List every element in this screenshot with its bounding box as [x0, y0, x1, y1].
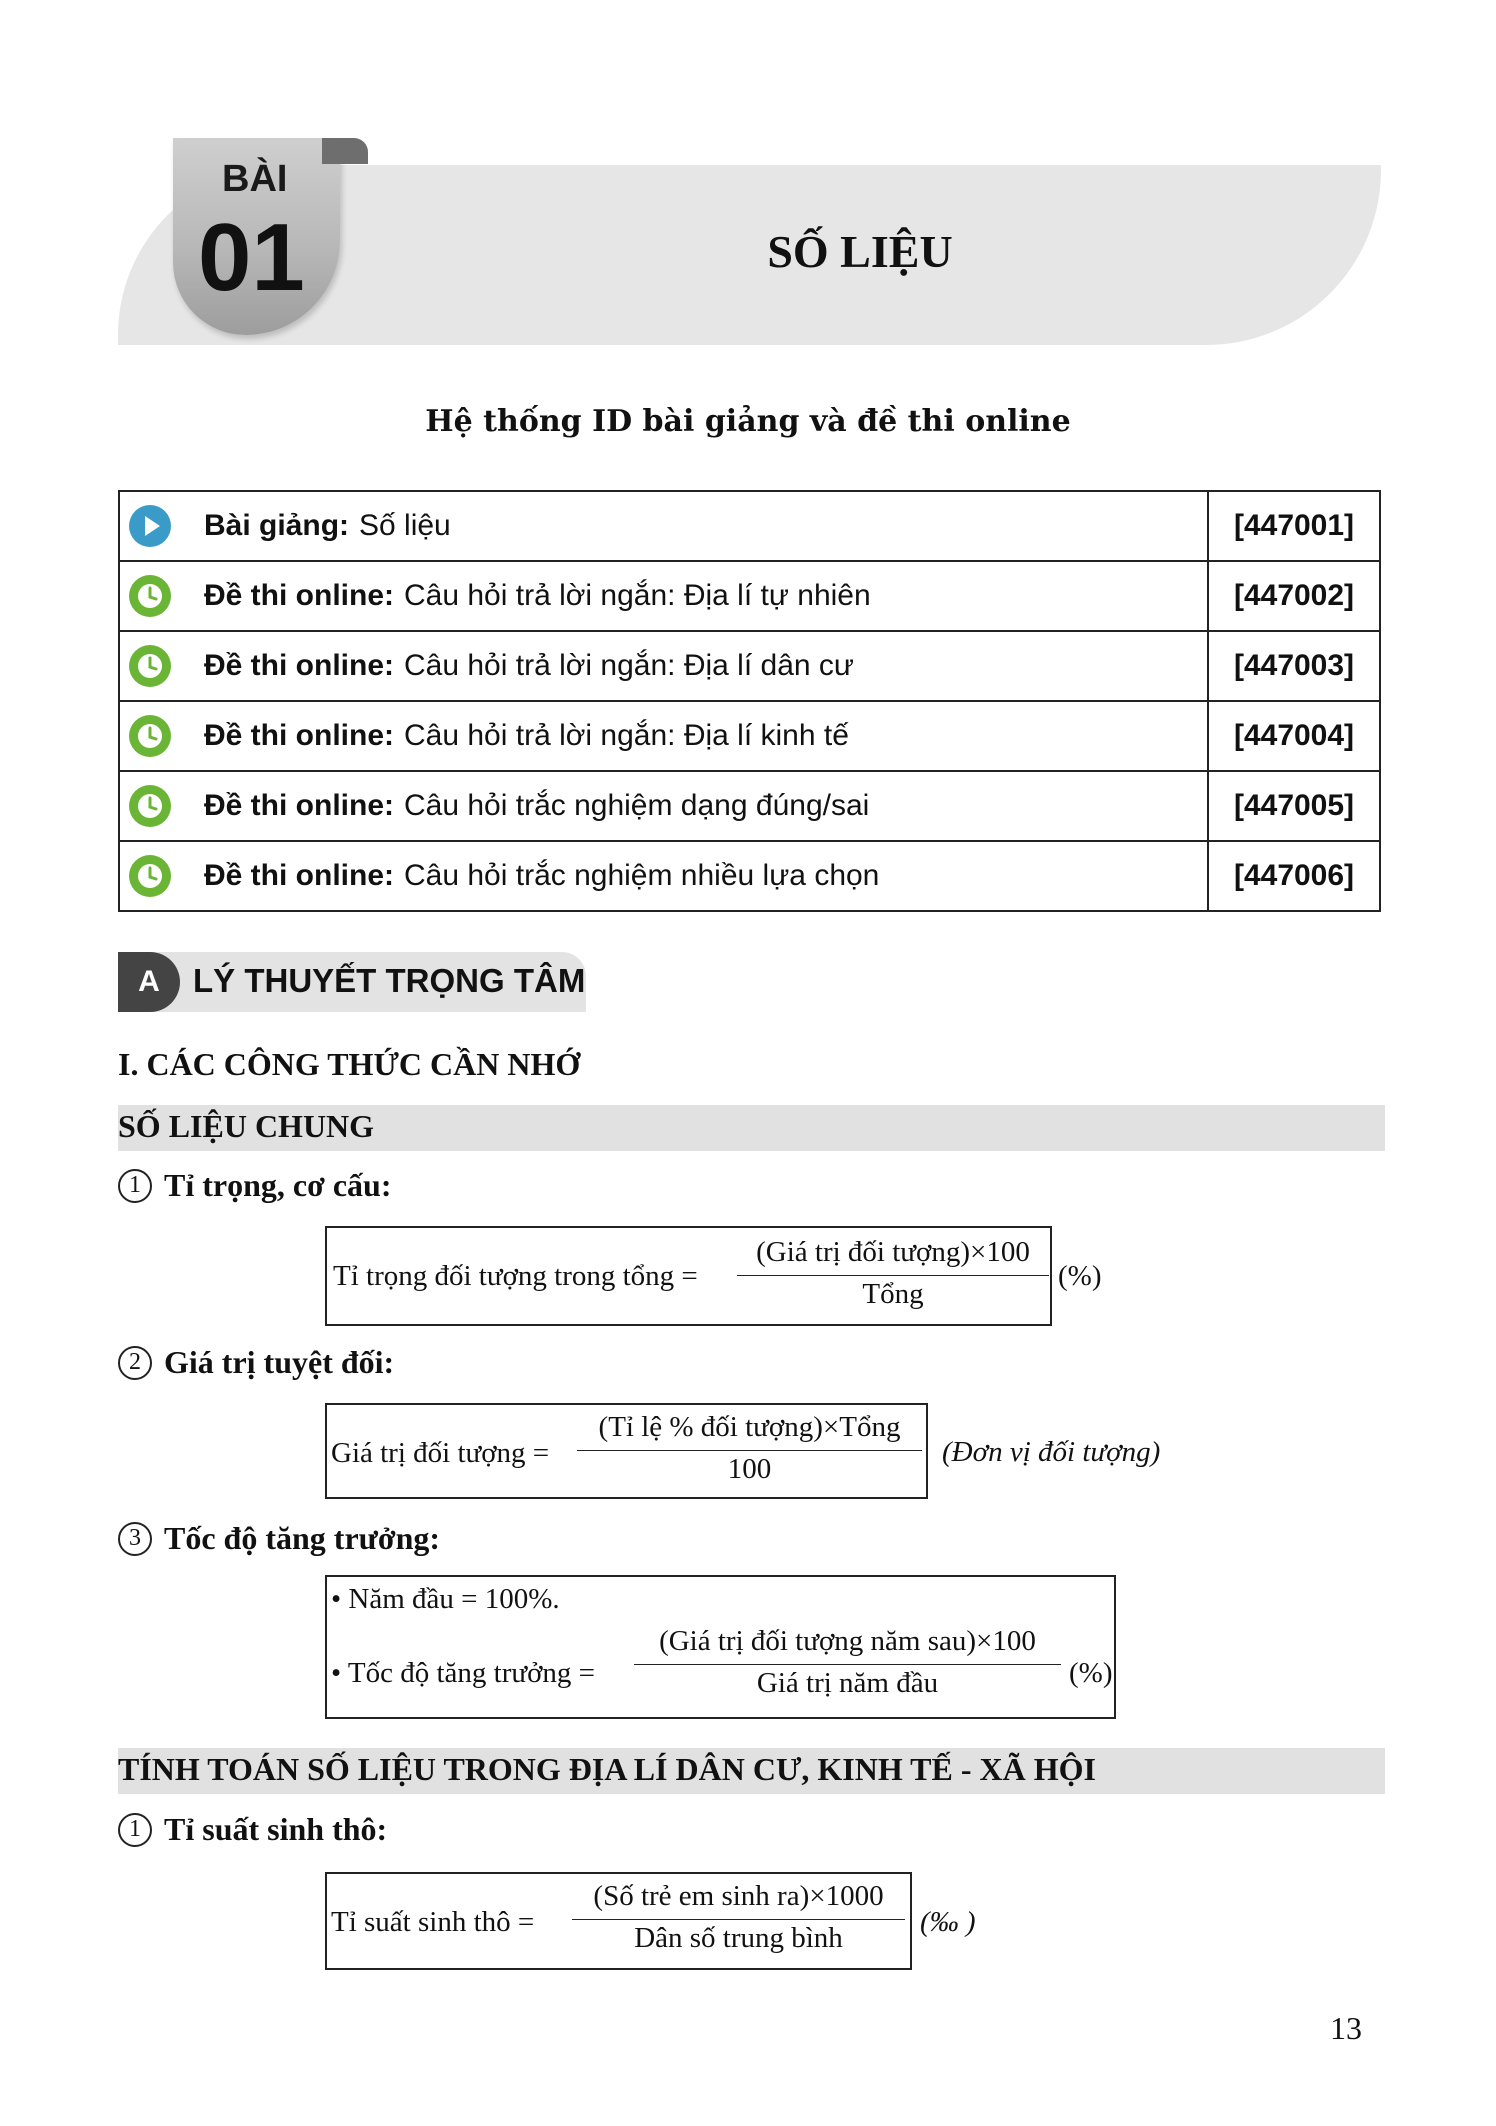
resource-type: Đề thi online: [204, 789, 394, 822]
page-title: SỐ LIỆU [767, 226, 953, 277]
formula-numerator: (Giá trị đối tượng năm sau)×100 [659, 1625, 1036, 1657]
resource-title: Câu hỏi trả lời ngắn: Địa lí dân cư [404, 649, 854, 682]
formula-unit: (‰ ) [920, 1906, 976, 1938]
lesson-number: 01 [198, 204, 305, 311]
formula-denominator: 100 [577, 1450, 922, 1486]
clock-icon [126, 782, 174, 830]
band-population-economy-title: TÍNH TOÁN SỐ LIỆU TRONG ĐỊA LÍ DÂN CƯ, KINH TẾ - XÃ HỘI [118, 1751, 1096, 1787]
formula-box-crude-birth-rate [325, 1872, 912, 1970]
resource-row [119, 771, 1380, 841]
formula-box-absolute-value [325, 1403, 928, 1499]
resource-title: Câu hỏi trả lời ngắn: Địa lí kinh tế [404, 719, 849, 752]
resource-id: [447005] [1208, 771, 1380, 841]
resource-id: [447001] [1208, 491, 1380, 561]
resource-title: Số liệu [359, 509, 451, 542]
item-absolute-value [118, 1344, 394, 1381]
clock-icon [126, 642, 174, 690]
item-growth-rate [118, 1520, 440, 1557]
band-general-data-title: SỐ LIỆU CHUNG [118, 1108, 375, 1144]
resource-type: Bài giảng: [204, 509, 350, 542]
formula-denominator: Dân số trung bình [572, 1919, 905, 1955]
formula-denominator: Giá trị năm đầu [634, 1664, 1061, 1700]
item-title: Giá trị tuyệt đối: [164, 1344, 395, 1380]
formula-unit: (%) [1069, 1657, 1113, 1689]
formula-lhs: • Tốc độ tăng trưởng = [331, 1657, 596, 1689]
formula-box-proportion [325, 1226, 1052, 1326]
formula-note: (Đơn vị đối tượng) [942, 1436, 1161, 1468]
resource-id: [447002] [1208, 561, 1380, 631]
formula-denominator: Tổng [737, 1275, 1049, 1311]
item-title: Tỉ suất sinh thô: [164, 1811, 388, 1847]
formula-fraction [634, 1625, 1061, 1700]
formula-numerator: (Tỉ lệ % đối tượng)×Tổng [598, 1411, 901, 1443]
resource-description [119, 771, 1208, 841]
resource-description [119, 841, 1208, 911]
lesson-label: BÀI [222, 158, 288, 200]
resource-description [119, 561, 1208, 631]
resource-row [119, 491, 1380, 561]
resource-description [119, 631, 1208, 701]
resource-row [119, 841, 1380, 911]
formula-numerator: (Số trẻ em sinh ra)×1000 [593, 1880, 884, 1912]
resource-title: Câu hỏi trắc nghiệm dạng đúng/sai [404, 789, 870, 822]
resource-id: [447003] [1208, 631, 1380, 701]
formula-fraction [572, 1880, 905, 1955]
item-number: 3 [118, 1522, 152, 1556]
formula-fraction [737, 1236, 1049, 1311]
resource-type: Đề thi online: [204, 719, 394, 752]
resource-id: [447004] [1208, 701, 1380, 771]
section-a-title: LÝ THUYẾT TRỌNG TÂM [193, 962, 586, 999]
formula-lhs: Tỉ trọng đối tượng trong tổng = [333, 1260, 698, 1292]
item-number: 2 [118, 1346, 152, 1380]
item-crude-birth-rate [118, 1811, 387, 1848]
formula-numerator: (Giá trị đối tượng)×100 [756, 1236, 1030, 1268]
clock-icon [126, 712, 174, 760]
resource-row [119, 631, 1380, 701]
resource-title: Câu hỏi trả lời ngắn: Địa lí tự nhiên [404, 579, 871, 612]
item-number: 1 [118, 1813, 152, 1847]
resource-title: Câu hỏi trắc nghiệm nhiều lựa chọn [404, 859, 880, 892]
resource-id-table [118, 490, 1381, 912]
formula-line-1: • Năm đầu = 100%. [331, 1583, 560, 1615]
item-number: 1 [118, 1169, 152, 1203]
item-title: Tỉ trọng, cơ cấu: [164, 1167, 392, 1203]
formula-fraction [577, 1411, 922, 1486]
clock-icon [126, 572, 174, 620]
section-a-badge: A [118, 952, 180, 1012]
resource-description [119, 491, 1208, 561]
formula-box-growth-rate [325, 1575, 1116, 1719]
item-proportion [118, 1167, 391, 1204]
play-icon [126, 502, 174, 550]
resource-table-heading: Hệ thống ID bài giảng và đề thi online [425, 404, 1071, 439]
heading-formulas: I. CÁC CÔNG THỨC CẦN NHỚ [118, 1046, 581, 1082]
item-title: Tốc độ tăng trưởng: [164, 1520, 441, 1556]
resource-id: [447006] [1208, 841, 1380, 911]
formula-unit: (%) [1058, 1260, 1102, 1292]
resource-row [119, 561, 1380, 631]
resource-type: Đề thi online: [204, 579, 394, 612]
resource-description [119, 701, 1208, 771]
formula-lhs: Giá trị đối tượng = [331, 1437, 550, 1469]
tab-curl-decoration [322, 138, 368, 164]
formula-lhs: Tỉ suất sinh thô = [331, 1906, 535, 1938]
page-number: 13 [1330, 2010, 1362, 2046]
resource-type: Đề thi online: [204, 649, 394, 682]
clock-icon [126, 852, 174, 900]
resource-row [119, 701, 1380, 771]
resource-type: Đề thi online: [204, 859, 394, 892]
